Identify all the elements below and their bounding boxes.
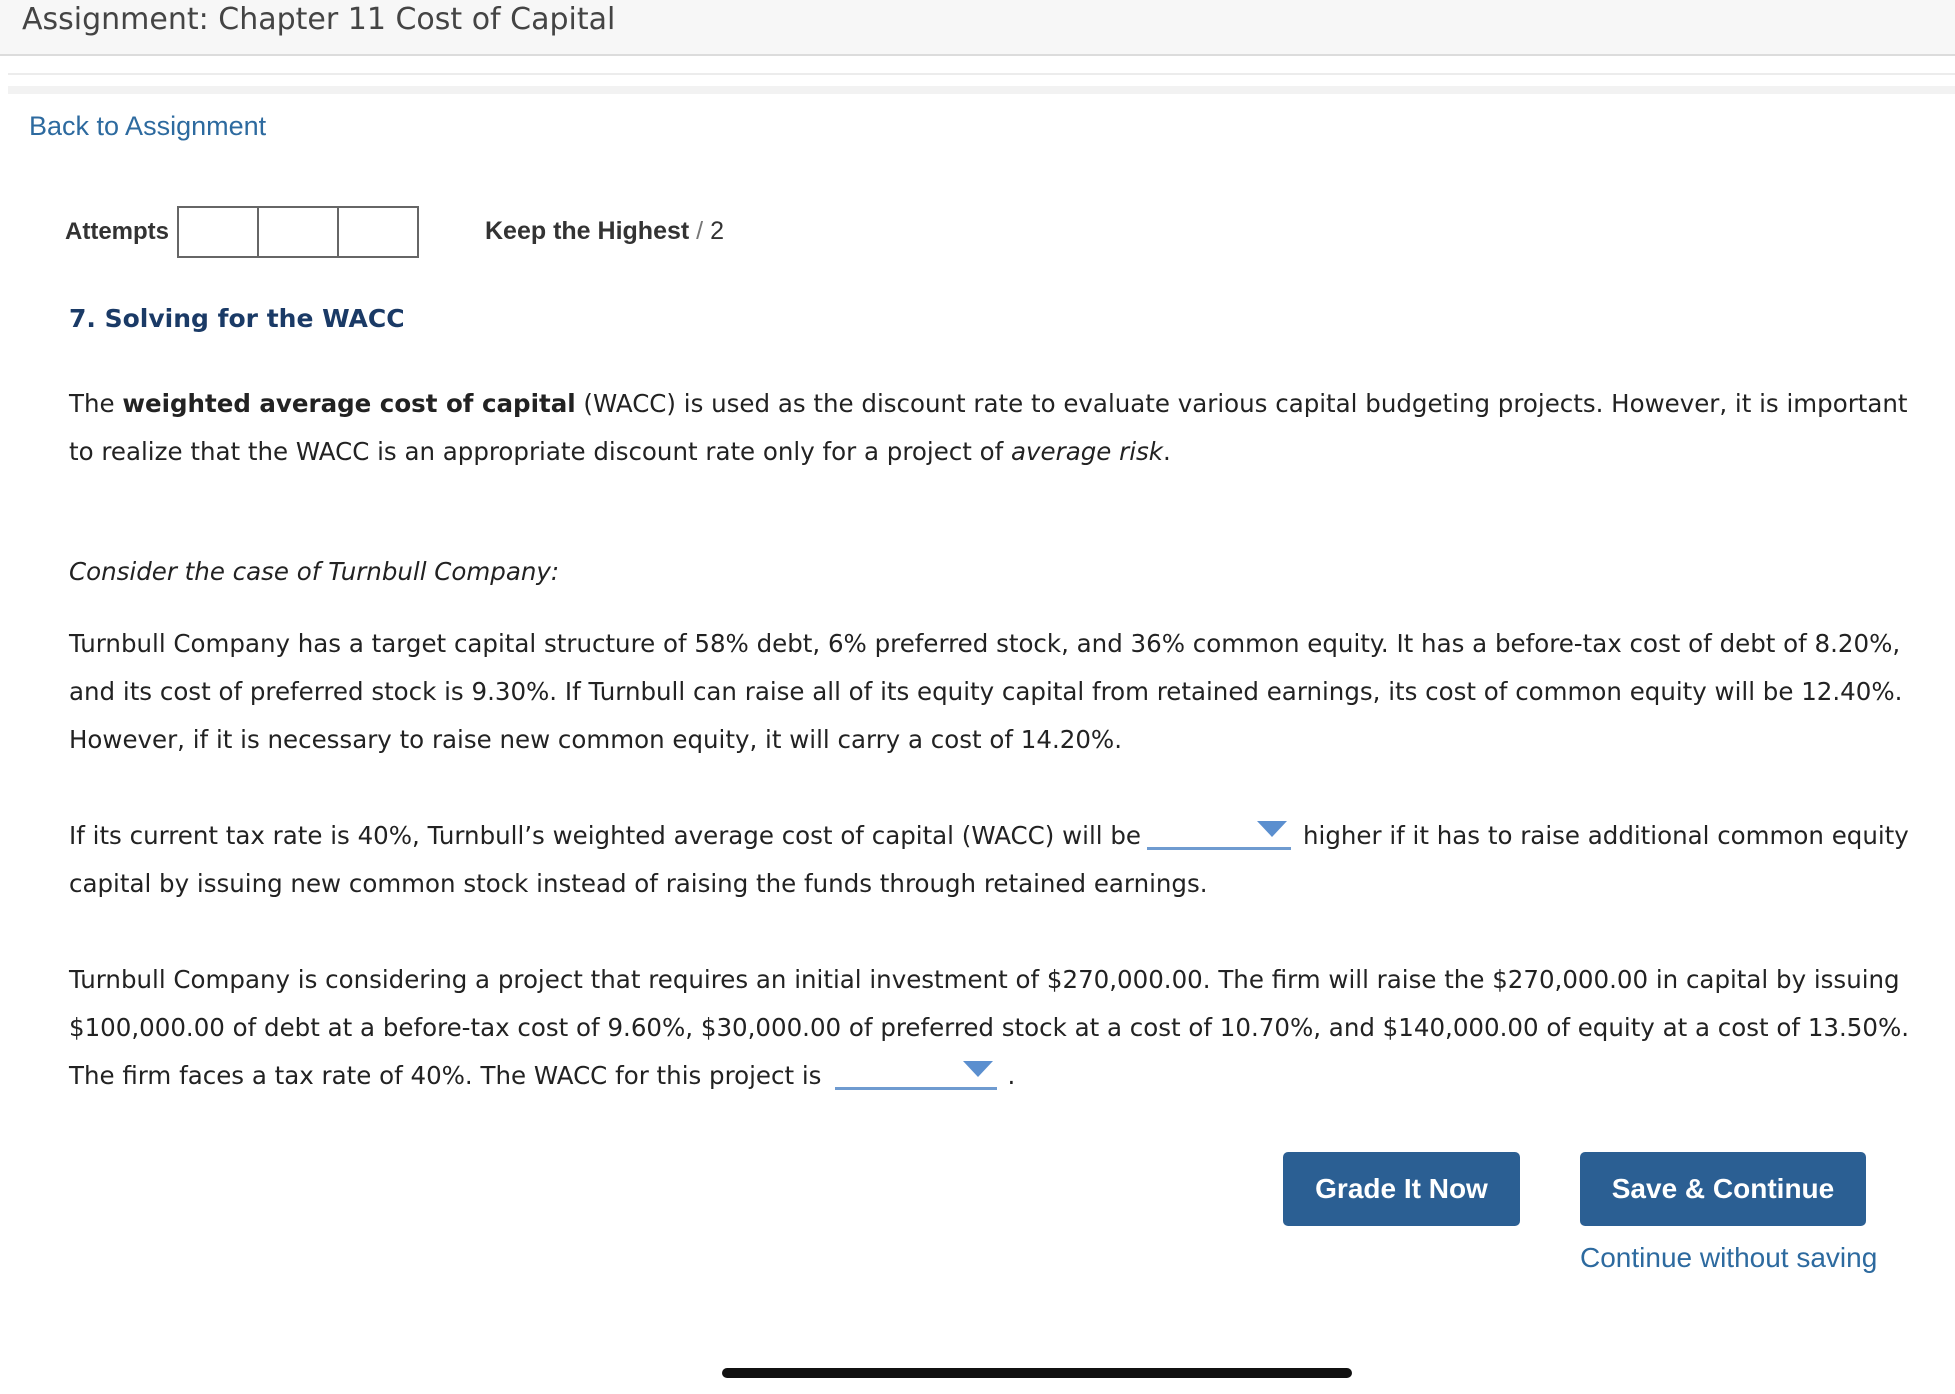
separator: / bbox=[696, 217, 704, 245]
back-to-assignment-link[interactable]: Back to Assignment bbox=[29, 111, 267, 141]
intro-paragraph bbox=[69, 380, 1919, 476]
divider bbox=[8, 86, 1955, 94]
page-title: Assignment: Chapter 11 Cost of Capital bbox=[22, 2, 616, 37]
attempt-box bbox=[177, 206, 259, 258]
question-2-text: Turnbull Company is considering a project that requires an initial investment of $270,000.00. The firm will raise the $270,000.00 in capital by issuing $100,000.00 of debt at a before-tax cost of 9.60%, $30,000.00 of preferred stock at a cost of 10.70%, and $140,000.00 of equity at a cost of 13.50%. The firm faces a tax rate of 40%. The WACC for this project is bbox=[69, 965, 1910, 1090]
case-paragraph: Turnbull Company has a target capital structure of 58% debt, 6% preferred stock, and 36% common equity. It has a before-tax cost of debt of 8.20%, and its cost of preferred stock is 9.30%. If Turnbull can raise all of its equity capital from retained earnings, its cost of common equity will be 12.40%. However, if it is necessary to raise new common equity, it will carry a cost of 14.20%. bbox=[69, 629, 1903, 754]
title-bar bbox=[0, 0, 1955, 56]
attempts-label: Attempts bbox=[65, 218, 170, 245]
intro-text: (WACC) is used as the discount rate to evaluate various capital budgeting projects. However, it is important to realize that the WACC is an appropriate discount rate only for a project of bbox=[69, 389, 1908, 466]
attempt-box bbox=[337, 206, 419, 258]
question-title: 7. Solving for the WACC bbox=[69, 304, 405, 333]
chevron-down-icon bbox=[963, 1061, 993, 1077]
home-indicator[interactable] bbox=[722, 1368, 1352, 1378]
attempt-box bbox=[257, 206, 339, 258]
question-1 bbox=[69, 812, 1919, 908]
case-heading: Consider the case of Turnbull Company: bbox=[69, 557, 560, 586]
intro-text: . bbox=[1162, 437, 1171, 466]
scoring-policy bbox=[485, 217, 724, 246]
max-attempts: 2 bbox=[710, 217, 724, 245]
continue-without-saving-link[interactable]: Continue without saving bbox=[1580, 1242, 1878, 1273]
divider bbox=[8, 73, 1955, 75]
wacc-difference-dropdown[interactable] bbox=[1147, 815, 1291, 850]
intro-italic-term: average risk bbox=[1011, 437, 1163, 466]
intro-bold-term: weighted average cost of capital bbox=[122, 389, 576, 418]
question-1-text: If its current tax rate is 40%, Turnbull’s weighted average cost of capital (WACC) will be bbox=[69, 821, 1141, 850]
grade-it-now-button[interactable]: Grade It Now bbox=[1283, 1152, 1520, 1226]
question-1-text: higher if it has to raise additional common equity capital by issuing new common stock instead of raising the funds through retained earnings. bbox=[69, 821, 1909, 898]
save-and-continue-button[interactable]: Save & Continue bbox=[1580, 1152, 1866, 1226]
attempts-indicator bbox=[177, 206, 417, 258]
keep-highest-label: Keep the Highest bbox=[485, 217, 690, 245]
project-wacc-dropdown[interactable] bbox=[835, 1055, 997, 1090]
question-2-text: . bbox=[1007, 1061, 1016, 1090]
question-2 bbox=[69, 956, 1919, 1100]
chevron-down-icon bbox=[1257, 821, 1287, 837]
intro-text: The bbox=[69, 389, 123, 418]
